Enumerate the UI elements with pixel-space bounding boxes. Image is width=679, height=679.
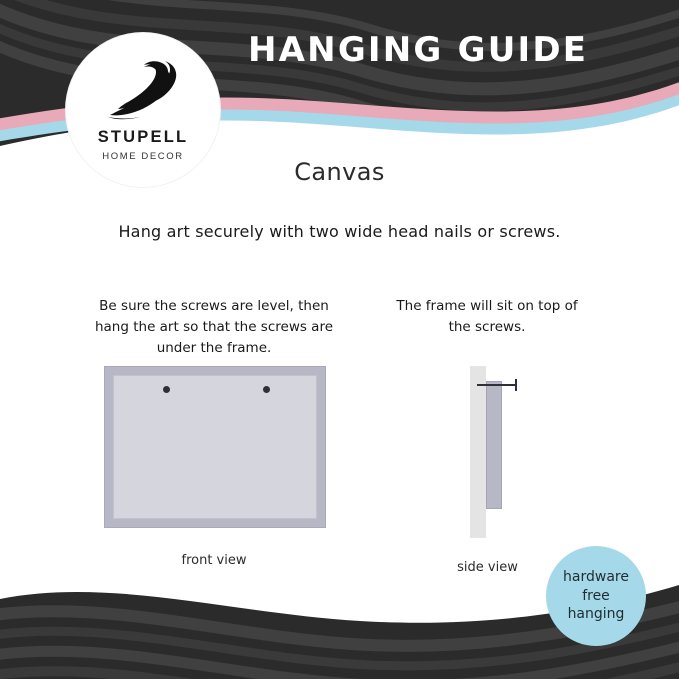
- canvas-front-view-icon: [104, 366, 326, 528]
- front-view-label: front view: [181, 553, 247, 568]
- brand-logo: [66, 33, 220, 187]
- brand-tagline: HOME DECOR: [102, 151, 184, 162]
- side-view-label: side view: [457, 560, 518, 575]
- brand-name: STUPELL: [97, 128, 189, 146]
- hardware-free-badge: [546, 546, 646, 646]
- canvas-face: [113, 375, 317, 519]
- lead-instruction: Hang art securely with two wide head nails or screws.: [118, 222, 561, 241]
- front-view-caption: Be sure the screws are level, then hang the art so that the screws are under the frame.: [94, 298, 334, 356]
- product-type-heading: Canvas: [294, 158, 385, 186]
- canvas-side-view-icon: [486, 381, 502, 509]
- screw-head-icon: [515, 379, 517, 391]
- screw-side-icon: [477, 384, 517, 386]
- badge-line-1: hardware: [563, 568, 629, 585]
- side-view-section: [386, 296, 588, 338]
- front-view-section: [88, 296, 340, 359]
- side-view-caption: The frame will sit on top of the screws.: [396, 298, 578, 335]
- badge-line-2: free: [582, 587, 610, 604]
- page-title: HANGING GUIDE: [248, 30, 589, 70]
- badge-line-3: hanging: [567, 606, 625, 623]
- screw-left-icon: [163, 386, 170, 393]
- wall-icon: [470, 366, 486, 538]
- stupell-swoosh-icon: [100, 57, 186, 123]
- screw-right-icon: [263, 386, 270, 393]
